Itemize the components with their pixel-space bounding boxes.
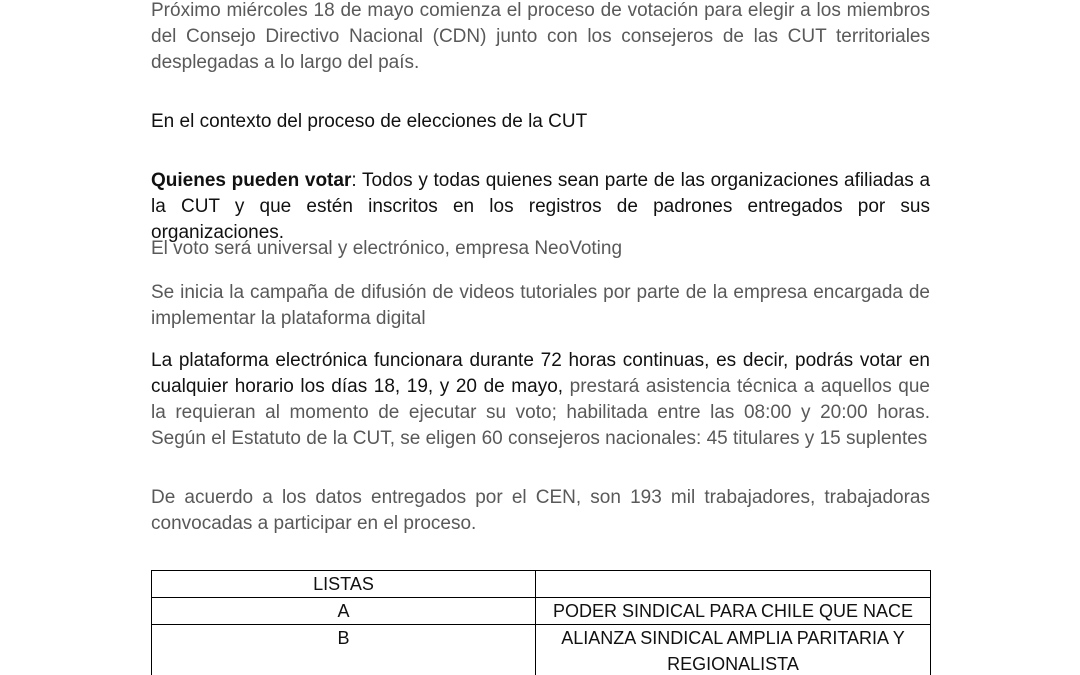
table-row (152, 625, 931, 675)
paragraph-context: En el contexto del proceso de elecciones de la CUT (151, 111, 588, 132)
list-letter-cell: B (152, 625, 536, 675)
paragraph-vote-type: El voto será universal y electrónico, empresa NeoVoting (151, 238, 623, 259)
table-header-cell: LISTAS (152, 571, 536, 598)
table-header-cell (536, 571, 931, 598)
list-name-cell: ALIANZA SINDICAL AMPLIA PARITARIA Y REGIONALISTA (536, 625, 931, 675)
paragraph-cen-data: De acuerdo a los datos entregados por el CEN, son 193 mil trabajadores, trabajadoras convocadas a participar en el proceso. (151, 487, 930, 534)
table-header-row (152, 571, 931, 598)
table-row (152, 598, 931, 625)
platform-text-assistance: prestará asistencia técnica a aquellos que la requieran al momento de ejecutar su voto; habilitada entre las 08:00 y 20:00 horas. Según el Estatuto de la CUT, se eligen 60 consejeros nacionales: 45 titulares y 15 suplentes (151, 376, 930, 449)
who-can-vote-text: : Todos y todas quienes sean parte de las organizaciones afiliadas a la CUT y que estén inscritos en los registros de padrones entregados por sus organizaciones. (151, 170, 931, 243)
who-can-vote-label: Quienes pueden votar (151, 170, 352, 191)
platform-text-main: La plataforma electrónica funcionara durante 72 horas continuas, es decir, podrás votar en cualquier horario los días 18, 19, y 20 de mayo, (151, 350, 930, 397)
lists-table (151, 570, 931, 675)
list-letter-cell: A (152, 598, 536, 625)
paragraph-platform (151, 348, 930, 452)
paragraph-who-can-vote (151, 168, 930, 246)
list-name-cell: PODER SINDICAL PARA CHILE QUE NACE (536, 598, 931, 625)
paragraph-intro: Próximo miércoles 18 de mayo comienza el proceso de votación para elegir a los miembros del Consejo Directivo Nacional (CDN) junto con los consejeros de las CUT territoriales desplegadas a lo largo del país. (151, 0, 930, 73)
paragraph-campaign: Se inicia la campaña de difusión de videos tutoriales por parte de la empresa encargada de implementar la plataforma digital (151, 282, 930, 329)
